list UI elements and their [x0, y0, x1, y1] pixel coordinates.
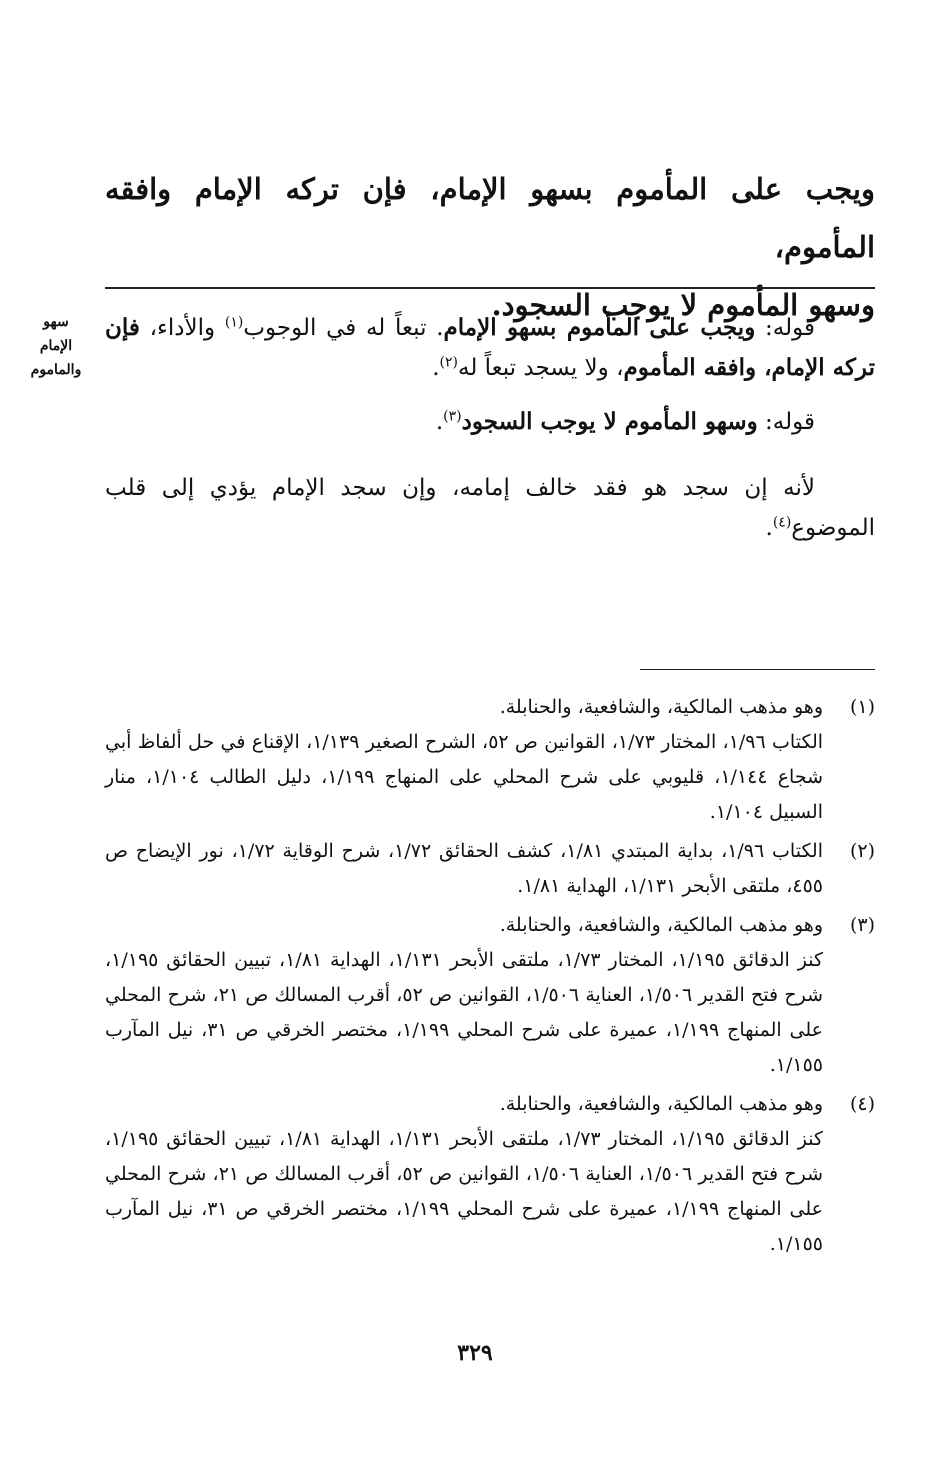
footnote-number: (١) [849, 696, 875, 718]
footnote-reference[interactable]: (١) [224, 314, 244, 331]
commentary-text: . [432, 355, 440, 381]
quoted-text: وسهو المأموم لا يوجب السجود [461, 408, 758, 435]
commentary-text: لأنه إن سجد هو فقد خالف إمامه، وإن سجد الإمام يؤدي إلى قلب الموضوع [105, 475, 875, 541]
margin-note-line: الإمام [39, 338, 73, 354]
footnote [105, 1087, 875, 1262]
commentary-text: . [435, 409, 444, 435]
footnote-line: الكتاب ١/٩٦، المختار ١/٧٣، القوانين ص ٥٢، الشرح الصغير ١/١٣٩، الإقناع في حل ألفاظ أبي شجاع ١/١٤٤، قليوبي على شرح المحلي على المنهاج ١/١٩٩، دليل الطالب ١/١٠٤، منار السبيل ١/١٠٤. [105, 731, 824, 823]
footnote [105, 690, 875, 830]
footnote-number: (٣) [849, 914, 875, 936]
footnote-number: (٢) [849, 840, 875, 862]
footnote-body [105, 834, 823, 904]
footnote [105, 834, 875, 904]
main-text-line: وسهو المأموم لا يوجب السجود. [491, 288, 875, 322]
footnote-body [105, 908, 823, 1083]
commentary-text: ، ولا يسجد تبعاً له [457, 355, 624, 381]
footnote-number: (٤) [849, 1093, 875, 1115]
commentary [105, 308, 875, 548]
footnote-reference[interactable]: (٣) [443, 408, 462, 425]
margin-note-line: والماموم [30, 362, 82, 378]
commentary-paragraph [105, 468, 875, 548]
footnote-line: الكتاب ١/٩٦، بداية المبتدي ١/٨١، كشف الحقائق ١/٧٢، شرح الوقاية ١/٧٢، نور الإيضاح ص ٤٥٥، ملتقى الأبحر ١/١٣١، الهداية ١/٨١. [105, 840, 824, 897]
footnote-line: كنز الدقائق ١/١٩٥، المختار ١/٧٣، ملتقى الأبحر ١/١٣١، الهداية ١/٨١، تبيين الحقائق ١/١٩٥، شرح فتح القدير ١/٥٠٦، العناية ١/٥٠٦، القوانين ص ٥٢، أقرب المسالك ص ٢١، شرح المحلي على المنهاج ١/١٩٩، عميرة على شرح المحلي ١/١٩٩، مختصر الخرقي ص ٣١، نيل المآرب ١/١٥٥. [105, 1128, 824, 1255]
commentary-text: . تبعاً له في الوجوب [243, 315, 444, 341]
footnote-body [105, 690, 823, 830]
commentary-lead: قوله: [765, 409, 815, 435]
footnote-divider [640, 669, 875, 670]
commentary-text: والأداء، [139, 315, 225, 341]
footnote-line: وهو مذهب المالكية، والشافعية، والحنابلة. [499, 914, 823, 936]
margin-note [18, 310, 94, 382]
quoted-text: ويجب على المأموم بسهو الإمام [443, 314, 756, 341]
margin-note-line: سهو [43, 314, 69, 330]
footnote-line: وهو مذهب المالكية، والشافعية، والحنابلة. [499, 696, 823, 718]
main-text-line: ويجب على المأموم بسهو الإمام، فإن تركه الإمام وافقه المأموم، [105, 172, 875, 264]
commentary-lead: قوله: [765, 315, 815, 341]
footnote [105, 908, 875, 1083]
page-number: ٣٢٩ [457, 1340, 493, 1366]
section-divider [105, 287, 875, 289]
quoted-text: فإن تركه الإمام، وافقه المأموم [105, 314, 875, 381]
commentary-paragraph [105, 308, 875, 388]
footnote-body [105, 1087, 823, 1262]
footnote-line: كنز الدقائق ١/١٩٥، المختار ١/٧٣، ملتقى الأبحر ١/١٣١، الهداية ١/٨١، تبيين الحقائق ١/١٩٥، شرح فتح القدير ١/٥٠٦، العناية ١/٥٠٦، القوانين ص ٥٢، أقرب المسالك ص ٢١، شرح المحلي على المنهاج ١/١٩٩، عميرة على شرح المحلي ١/١٩٩، مختصر الخرقي ص ٣١، نيل المآرب ١/١٥٥. [105, 949, 824, 1076]
footnotes [105, 690, 875, 1262]
commentary-paragraph [105, 402, 875, 442]
footnote-line: وهو مذهب المالكية، والشافعية، والحنابلة. [499, 1093, 823, 1115]
commentary-text: . [765, 515, 773, 541]
footnote-reference[interactable]: (٤) [772, 514, 792, 531]
footnote-reference[interactable]: (٢) [439, 354, 458, 371]
